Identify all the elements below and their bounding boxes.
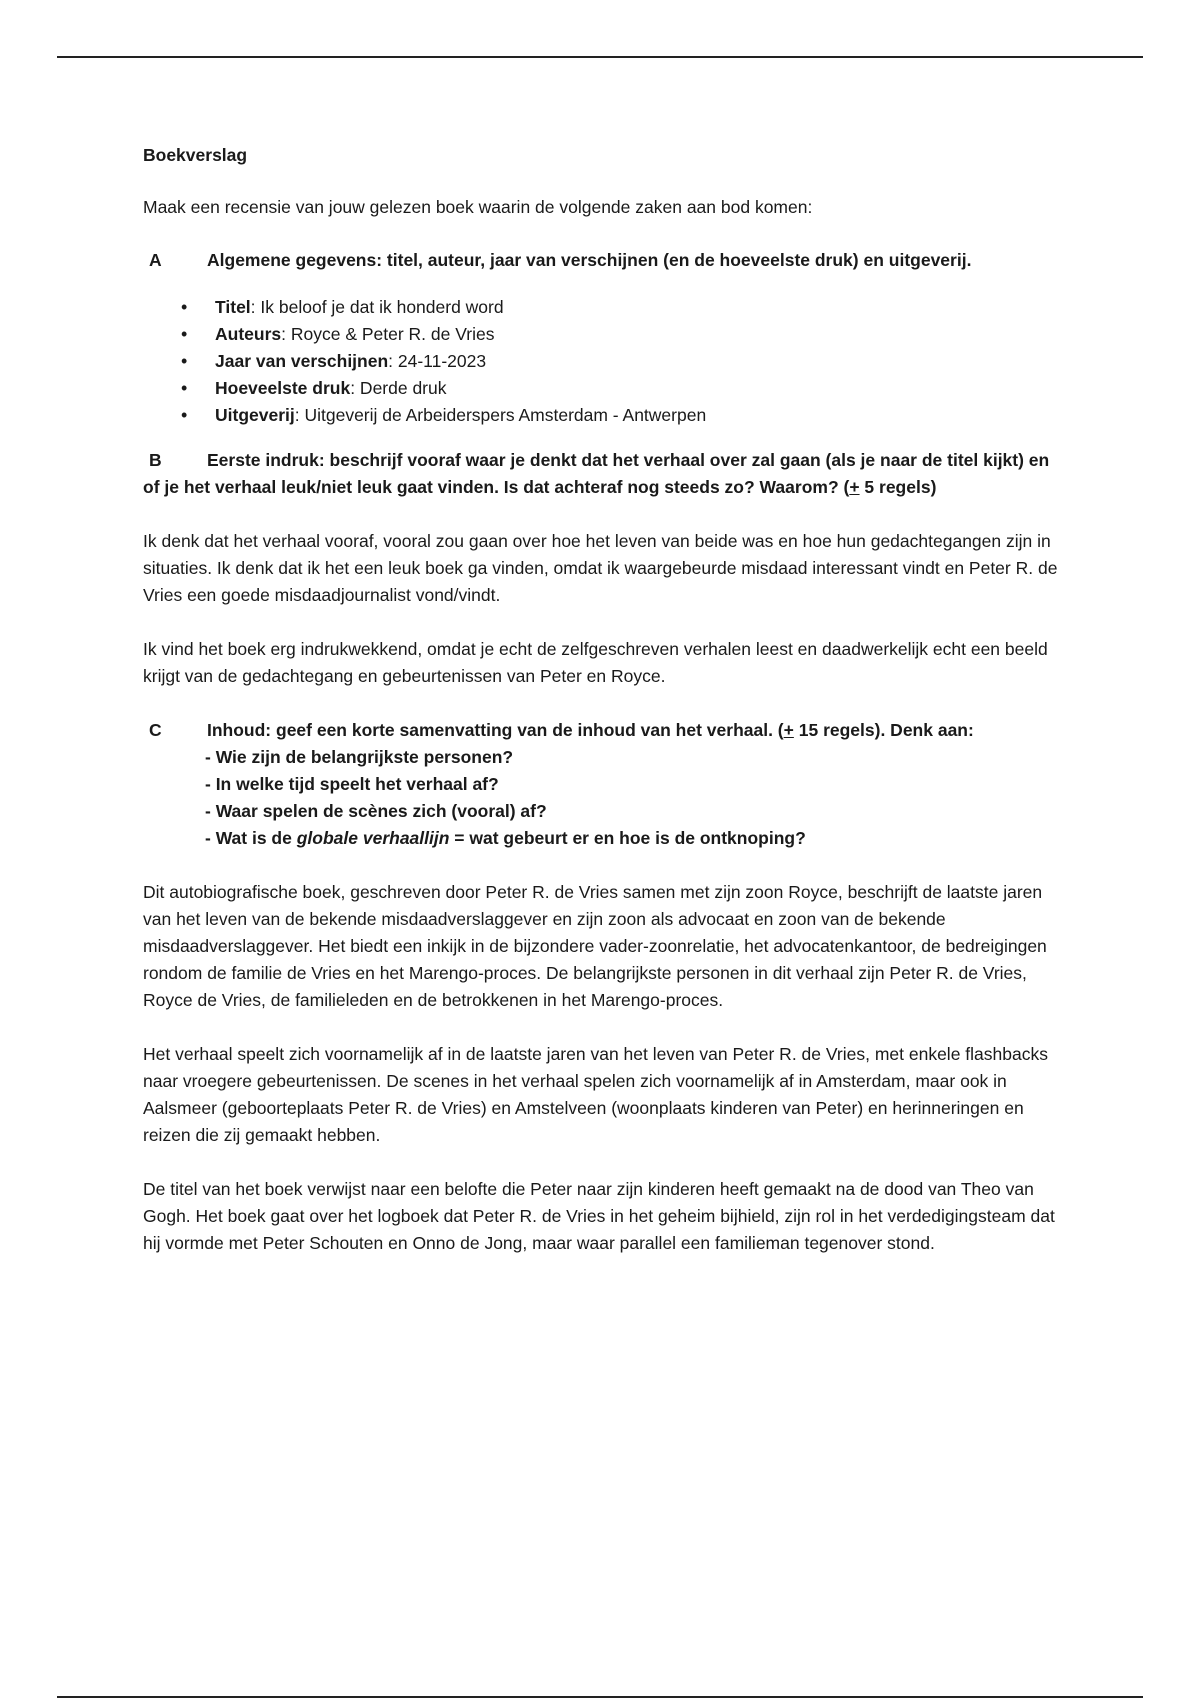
list-item-label: Auteurs bbox=[215, 324, 282, 344]
list-item bbox=[181, 294, 1063, 321]
list-item-value: : Royce & Peter R. de Vries bbox=[281, 324, 495, 344]
intro-text: Maak een recensie van jouw gelezen boek waarin de volgende zaken aan bod komen: bbox=[143, 197, 813, 217]
list-item bbox=[181, 402, 1063, 429]
list-item-value: : 24-11-2023 bbox=[388, 351, 487, 371]
section-c-heading-text: Inhoud: geef een korte samenvatting van de inhoud van het verhaal. ( bbox=[207, 720, 784, 740]
section-b-letter: B bbox=[149, 450, 162, 470]
section-b-heading-text: Eerste indruk: beschrijf vooraf waar je denkt dat het verhaal over zal gaan (als je naar de titel kijkt) en of je het verhaal leuk/niet leuk gaat vinden. Is dat achteraf nog steeds zo? Waarom? ( bbox=[143, 450, 1050, 497]
question-item: - Waar spelen de scènes zich (vooral) af? bbox=[205, 801, 547, 821]
list-item-label: Hoeveelste druk bbox=[215, 378, 351, 398]
section-b-heading bbox=[143, 447, 1063, 501]
list-item bbox=[181, 321, 1063, 348]
section-c-letter: C bbox=[149, 720, 162, 740]
section-c-heading-end: 15 regels). Denk aan: bbox=[793, 720, 974, 740]
question-item: - Wie zijn de belangrijkste personen? bbox=[205, 747, 514, 767]
section-c-paragraph-2: Het verhaal speelt zich voornamelijk af in de laatste jaren van het leven van Peter R. de Vries, met enkele flashbacks naar vroegere gebeurtenissen. De scenes in het verhaal spelen zich voornamelijk af in Amsterdam, maar ook in Aalsmeer (geboorteplaats Peter R. de Vries) en Amstelveen (woonplaats kinderen van Peter) en herinneringen en reizen die zij gemaakt hebben. bbox=[143, 1044, 1048, 1145]
section-c-heading bbox=[143, 717, 1063, 744]
document-page bbox=[143, 142, 1063, 1284]
header-rule bbox=[57, 56, 1143, 58]
list-item-label: Jaar van verschijnen bbox=[215, 351, 389, 371]
list-item-value: : Derde druk bbox=[350, 378, 447, 398]
section-a-letter: A bbox=[149, 250, 162, 270]
list-item bbox=[181, 375, 1063, 402]
question-item: - In welke tijd speelt het verhaal af? bbox=[205, 774, 499, 794]
plus-minus-symbol: + bbox=[849, 477, 860, 497]
section-a-heading-text: Algemene gegevens: titel, auteur, jaar van verschijnen (en de hoeveelste druk) en uitgeverij. bbox=[207, 250, 972, 270]
section-b-paragraph-1: Ik denk dat het verhaal vooraf, vooral zou gaan over hoe het leven van beide was en hoe hun gedachtegangen zijn in situaties. Ik denk dat ik het een leuk boek ga vinden, omdat ik waargebeurde misdaad interessant vindt en Peter R. de Vries een goede misdaadjournalist vond/vindt. bbox=[143, 531, 1058, 605]
plus-minus-symbol: + bbox=[783, 720, 794, 740]
list-item-label: Titel bbox=[215, 297, 251, 317]
section-c-paragraph-3: De titel van het boek verwijst naar een belofte die Peter naar zijn kinderen heeft gemaakt na de dood van Theo van Gogh. Het boek gaat over het logboek dat Peter R. de Vries in het geheim bijhield, zijn rol in het verdedigingsteam dat hij vormde met Peter Schouten en Onno de Jong, maar waar parallel een familieman tegenover stond. bbox=[143, 1179, 1055, 1253]
list-item-value: : Uitgeverij de Arbeiderspers Amsterdam - Antwerpen bbox=[294, 405, 707, 425]
list-item-label: Uitgeverij bbox=[215, 405, 295, 425]
section-b-heading-end: 5 regels) bbox=[859, 477, 937, 497]
section-c-questions bbox=[205, 744, 1063, 852]
footer-rule bbox=[57, 1696, 1143, 1698]
section-a-heading bbox=[143, 247, 1063, 274]
question-item: - Wat is de globale verhaallijn = wat gebeurt er en hoe is de ontknoping? bbox=[205, 828, 806, 848]
list-item bbox=[181, 348, 1063, 375]
question-italic: globale verhaallijn bbox=[296, 828, 450, 848]
section-b-paragraph-2: Ik vind het boek erg indrukwekkend, omdat je echt de zelfgeschreven verhalen leest en daadwerkelijk echt een beeld krijgt van de gedachtegang en gebeurtenissen van Peter en Royce. bbox=[143, 639, 1048, 686]
section-c-paragraph-1: Dit autobiografische boek, geschreven door Peter R. de Vries samen met zijn zoon Royce, beschrijft de laatste jaren van het leven van de bekende misdaadverslaggever en zijn zoon als advocaat en zoon van de bekende misdaadverslaggever. Het biedt een inkijk in de bijzondere vader-zoonrelatie, het advocatenkantoor, de bedreigingen rondom de familie de Vries en het Marengo-proces. De belangrijkste personen in dit verhaal zijn Peter R. de Vries, Royce de Vries, de familieleden en de betrokkenen in het Marengo-proces. bbox=[143, 882, 1047, 1010]
general-info-list bbox=[143, 294, 1063, 429]
document-title: Boekverslag bbox=[143, 145, 248, 165]
list-item-value: : Ik beloof je dat ik honderd word bbox=[250, 297, 504, 317]
